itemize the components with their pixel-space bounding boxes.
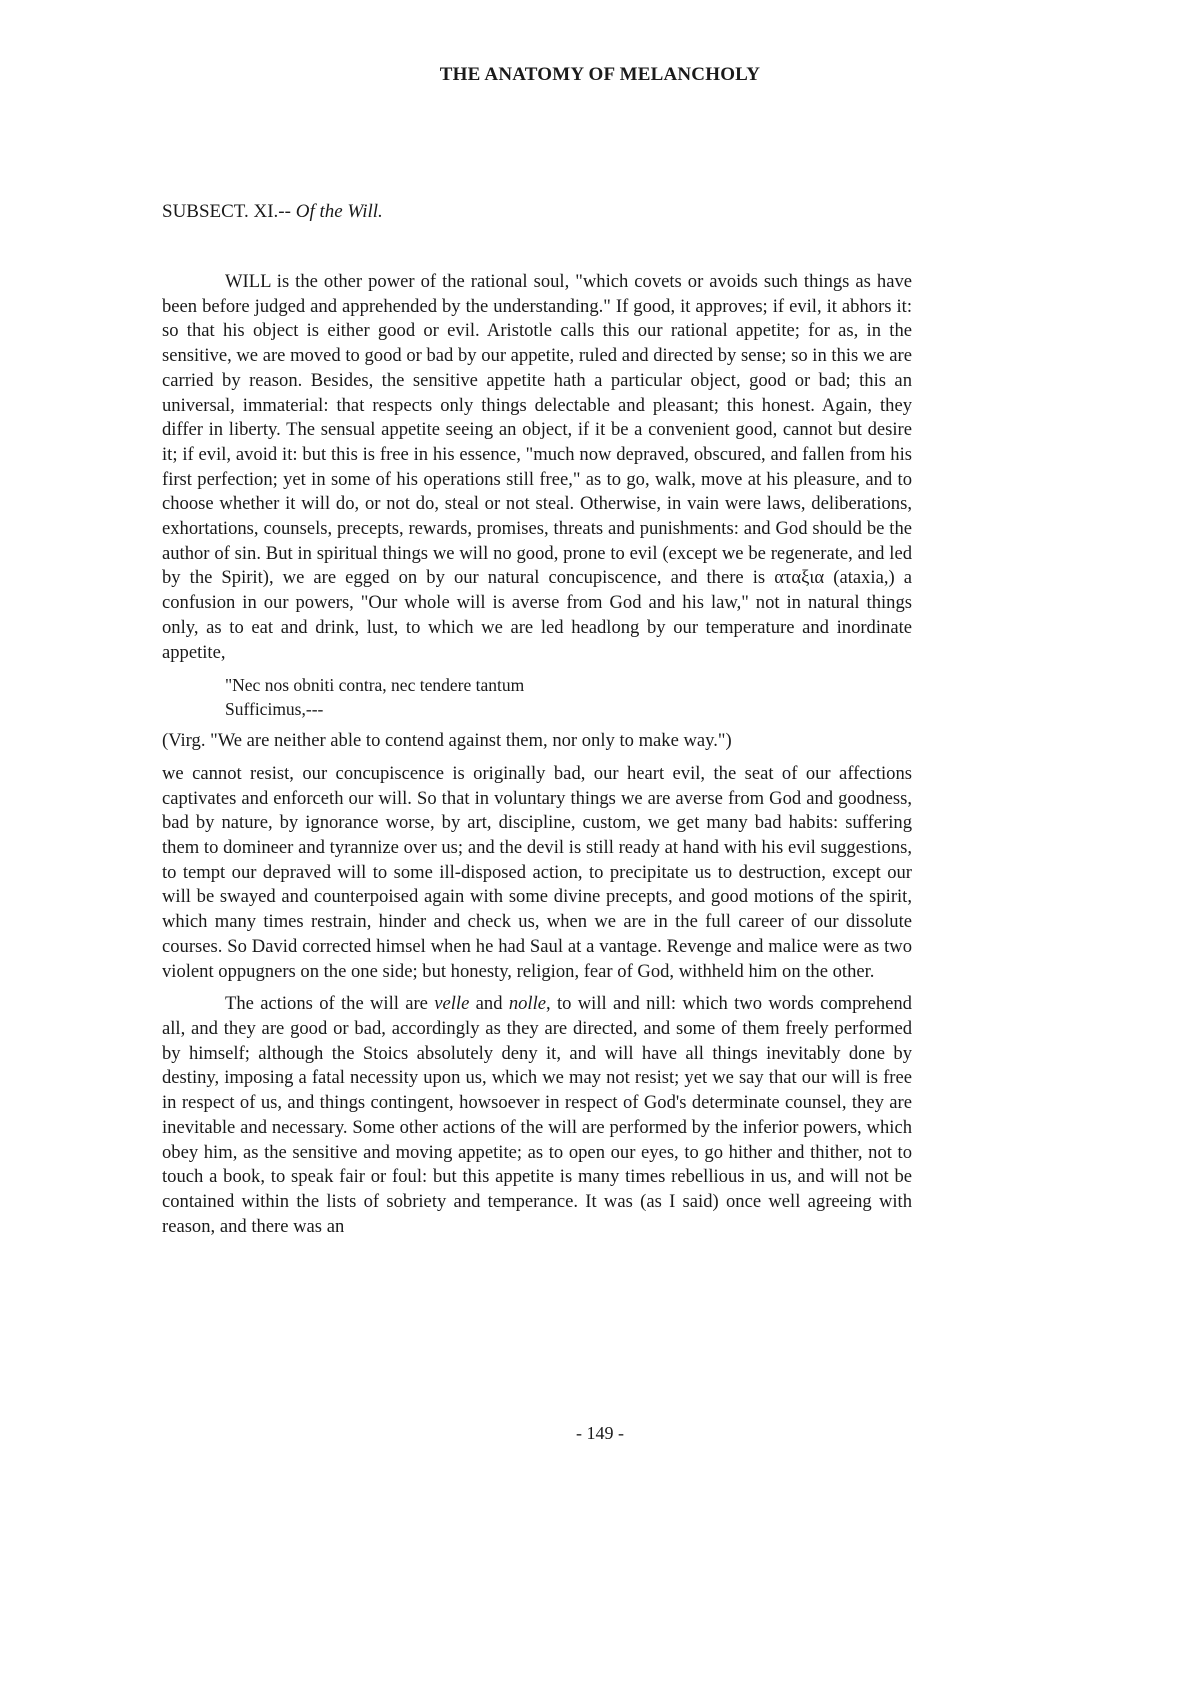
section-title: Of the Will. [295,201,383,222]
paragraph-1-text: WILL is the other power of the rational soul, "which covets or avoids such things as have been before judged and apprehended by the understanding." If good, it approves; if evil, it abhors it: so that his object is either good or evil. Aristotle calls this our rational appetite; for as, in the sensitive, we are moved to good or bad by our appetite, ruled and directed by sense; so in this we are carried by reason. Besides, the sensitive appetite hath a particular object, good or bad; this an universal, immaterial: that respects only things delectable and pleasant; this honest. Again, they differ in liberty. The sensual appetite seeing an object, if it be a convenient good, cannot but desire it; if evil, avoid it: but this is free in his essence, "much now depraved, obscured, and fallen from his first perfection; yet in some of his operations still free," as to go, walk, move at his pleasure, and to choose whether it will do, or not do, steal or not steal. Otherwise, in vain were laws, deliberations, exhortations, counsels, precepts, rewards, promises, threats and punishments: and God should be the author of sin. But in spiritual things we will no good, prone to evil (except we be regenerate, and led by the Spirit), we are egged on by our natural concupiscence, and there is [162,271,912,589]
greek-word: αταξια [774,567,825,589]
paragraph-1-continuation: (ataxia,) a confusion in our powers, "Our whole will is averse from God and his law," not in natural things only, as to eat and drink, lust, to which we are led headlong by our temperature and inordinate appetite, [162,567,912,663]
body-text [162,270,912,1239]
verse-translation: (Virg. "We are neither able to contend against them, nor only to make way.") [162,730,732,752]
section-label: SUBSECT. XI.-- [162,201,291,222]
page-number: - 149 - [576,1423,624,1443]
paragraph-2: we cannot resist, our concupiscence is originally bad, our heart evil, the seat of our affections captivates and enforceth our will. So that in voluntary things we are averse from God and goodness, bad by nature, by ignorance worse, by art, discipline, custom, we get many bad habits: suffering them to domineer and tyrannize over us; and the devil is still ready at hand with his evil suggestions, to tempt our depraved will to some ill-disposed action, to precipitate us to destruction, except our will be swayed and counterpoised again with some divine precepts, and good motions of the spirit, which many times restrain, hinder and check us, when we are in the full career of our dissolute courses. So David corrected himsel when he had Saul at a vantage. Revenge and malice were as two violent oppugners on the one side; but honesty, religion, fear of God, withheld him on the other. [162,762,912,982]
paragraph-3-and: and [469,993,509,1015]
paragraph-1 [162,270,912,665]
running-title: THE ANATOMY OF MELANCHOLY [439,64,761,85]
section-heading [162,201,383,223]
verse-line-2: Sufficimus,--- [225,698,324,719]
paragraph-3-lead: The actions of the will are [225,993,435,1015]
term-velle: velle [434,993,470,1015]
term-nolle: nolle [508,993,546,1015]
verse-line-1: "Nec nos obniti contra, nec tendere tantum [225,675,525,696]
paragraph-3 [162,992,912,1239]
verse-quote [225,674,912,721]
paragraph-3-rest: , to will and nill: which two words comprehend all, and they are good or bad, accordingly as they are directed, and some of them freely performed by himself; although the Stoics absolutely deny it, and will have all things inevitably done by destiny, imposing a fatal necessity upon us, which we may not resist; yet we say that our will is free in respect of us, and things contingent, howsoever in respect of God's determinate counsel, they are inevitable and necessary. Some other actions of the will are performed by the inferior powers, which obey him, as the sensitive and moving appetite; as to open our eyes, to go hither and thither, not to touch a book, to speak fair or foul: but this appetite is many times rebellious in us, and will not be contained within the lists of sobriety and temperance. It was (as I said) once well agreeing with reason, and there was an [162,993,912,1237]
